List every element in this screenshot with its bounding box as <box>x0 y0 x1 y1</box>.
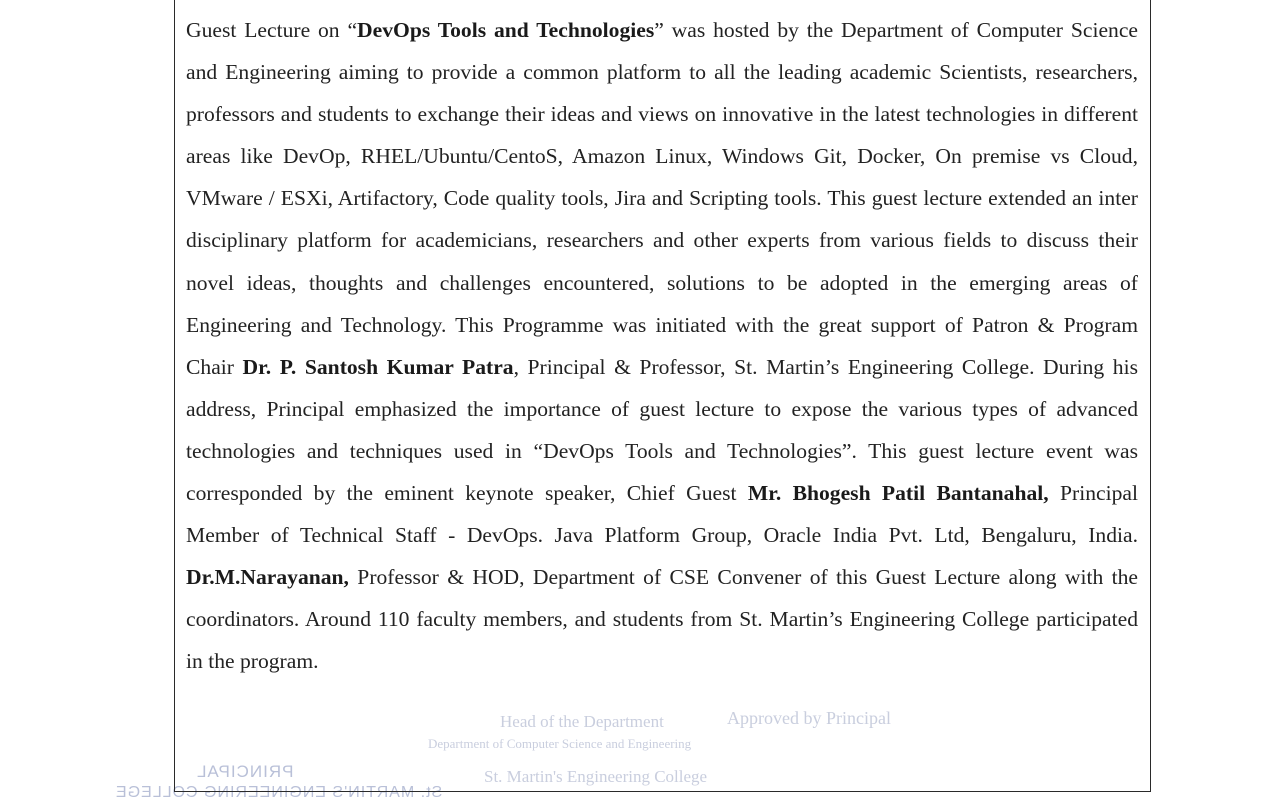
report-paragraph <box>186 9 1138 683</box>
bleed-through-college-stamp: St. MARTIN'S ENGINEERING COLLEGE <box>115 784 443 801</box>
bleed-through-approved-text: Approved by Principal <box>727 708 891 728</box>
intro-text: Guest Lecture on “ <box>186 18 358 42</box>
chief-guest-name: Mr. Bhogesh Patil Bantanahal, <box>747 481 1049 506</box>
document-text-frame <box>174 0 1151 792</box>
lecture-title: DevOps Tools and Technologies <box>357 18 655 42</box>
bleed-through-department-text: Department of Computer Science and Engineering <box>428 736 692 751</box>
hod-name: Dr.M.Narayanan, <box>186 565 349 590</box>
body-text-1: ” was hosted by the Department of Computer Science and Engineering aiming to provide a common platform to all the leading academic Scientists, researchers, professors and students to exchange their ideas and views on innovative in the latest technologies in different areas like DevOp, RHEL/Ubuntu/CentoS, Amazon Linux, Windows Git, Docker, On premise vs Cloud, VMware / ESXi, Artifactory, Code quality tools, Jira and Scripting tools. This guest lecture extended an inter disciplinary platform for academicians, researchers and other experts from various fields to discuss their novel ideas, thoughts and challenges encountered, solutions to be adopted in the emerging areas of Engineering and Technology. This Programme was initiated with the great support of Patron & Program Chair <box>186 18 1138 379</box>
bleed-through-college-text: St. Martin's Engineering College <box>484 767 708 786</box>
body-text-3: Principal Member of Technical Staff - DevOps. Java Platform Group, Oracle India Pvt. Ltd, Bengaluru, India. <box>186 481 1138 548</box>
bleed-through-hod-text: Head of the Department <box>500 712 664 731</box>
body-text-4: Professor & HOD, Department of CSE Convener of this Guest Lecture along with the coordinators. Around 110 faculty members, and students from St. Martin’s Engineering College participated in the program. <box>186 565 1138 674</box>
body-text-2: , Principal & Professor, St. Martin’s Engineering College. During his address, Principal emphasized the importance of guest lecture to expose the various types of advanced technologies and techniques used in “DevOps Tools and Technologies”. This guest lecture event was corresponded by the eminent keynote speaker, Chief Guest <box>186 354 1138 506</box>
patron-name: Dr. P. Santosh Kumar Patra <box>242 354 514 379</box>
bleed-through-principal-stamp: PRINCIPAL <box>196 762 294 781</box>
